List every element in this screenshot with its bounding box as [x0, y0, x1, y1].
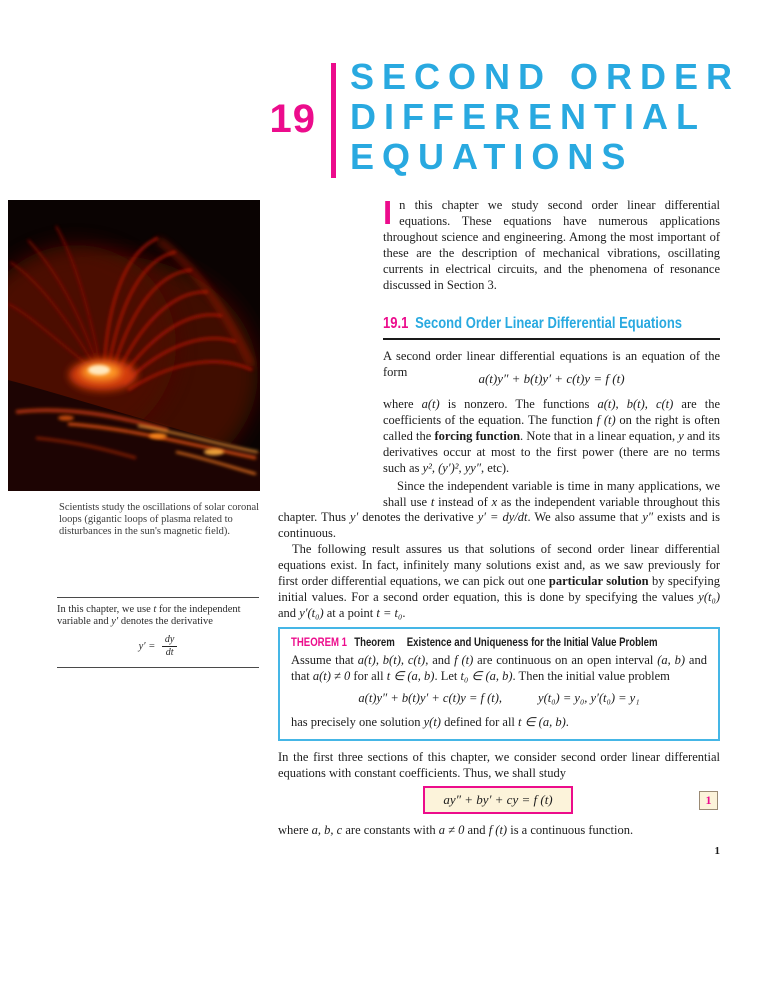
section-number: 19.1	[383, 315, 409, 332]
theorem-equation-left: a(t)y″ + b(t)y′ + c(t)y = f (t),	[358, 691, 503, 705]
paragraph: where a, b, c are constants with a ≠ 0 and f (t) is a continuous function.	[278, 823, 634, 837]
theorem-heading	[291, 635, 707, 649]
chapter-title	[350, 57, 740, 177]
margin-note	[57, 597, 259, 668]
theorem-word: Theorem	[354, 635, 395, 649]
photo-caption: Scientists study the oscillations of solar coronal loops (gigantic loops of plasma related to disturbances in the sun's magnetic field).	[59, 502, 260, 537]
equation-number-badge: 1	[699, 791, 718, 810]
theorem-label: THEOREM 1	[291, 635, 348, 649]
page-number: 1	[714, 845, 720, 857]
theorem-conclusion: has precisely one solution y(t) defined for all t ∈ (a, b).	[291, 715, 569, 729]
fraction	[162, 635, 177, 658]
chapter-title-line: SECOND ORDER	[350, 56, 741, 97]
chapter-title-divider	[331, 63, 336, 178]
theorem-title: Existence and Uniqueness for the Initial Value Problem	[406, 635, 658, 649]
display-equation-1: a(t)y″ + b(t)y′ + c(t)y = f (t)	[478, 371, 625, 386]
margin-note-formula	[57, 635, 259, 658]
chapter-title-line: DIFFERENTIAL	[350, 96, 706, 137]
intro-text: n this chapter we study second order linear differential equations. These equations have numerous applications throughout science and engineering. Among the most important of these are the description of mechanical vibrations, oscillating currents in electrical circuits, and the phenomena of resonance discussed in Section 3.	[383, 198, 720, 292]
theorem-body: Assume that a(t), b(t), c(t), and f (t) are continuous on an open interval (a, b) and that a(t) ≠ 0 for all t ∈ (a, b). Let t₀ ∈ (a, b). Then the initial value problem	[291, 653, 707, 683]
section-heading	[383, 315, 720, 340]
boxed-equation: ay″ + by′ + cy = f (t)	[423, 786, 573, 814]
chapter-title-line: EQUATIONS	[350, 136, 634, 177]
intro-paragraph	[383, 194, 720, 293]
chapter-number: 19	[269, 97, 316, 141]
fraction-denominator: dt	[165, 646, 174, 658]
paragraph: A second order linear differential equations is an equation of the form	[383, 349, 720, 379]
formula-lhs: y′ =	[138, 640, 156, 652]
paragraph: The following result assures us that solutions of second order linear differential equations exist. In fact, infinitely many solutions exist and, as we saw previously for first order differential equations, we can pick out one particular solution by specifying initial values. For a second order equation, this is done by specifying the values y(t₀) and y′(t₀) at a point t = t₀.	[278, 542, 720, 620]
solar-coronal-loops-photo	[8, 200, 260, 491]
paragraph: Since the independent variable is time in many applications, we shall use t instead of x as the independent variable throughout this	[383, 479, 720, 509]
section-title: Second Order Linear Differential Equations	[415, 315, 683, 332]
paragraph: where a(t) is nonzero. The functions a(t), b(t), c(t) are the coefficients of the equation. The function f (t) on the right is often called the forcing function. Note that in a linear equation, y and its derivatives occur at most to the first power (there are no terms such as y², (y′)², yy″, etc).	[383, 397, 721, 475]
margin-note-text: In this chapter, we use t for the independent variable and y′ denotes the derivative	[57, 604, 241, 627]
theorem-equation-right: y(t₀) = y₀, y′(t₀) = y₁	[538, 691, 640, 705]
paragraph: chapter. Thus y′ denotes the derivative y′ = dy/dt. We also assume that y″ exists and is continuous.	[278, 510, 720, 540]
drop-cap: I	[383, 194, 393, 231]
fraction-numerator: dy	[162, 635, 177, 647]
theorem-box	[278, 627, 720, 741]
paragraph: In the first three sections of this chapter, we consider second order linear differential equations with constant coefficients. Thus, we shall study	[278, 750, 720, 780]
theorem-equation	[291, 691, 707, 706]
